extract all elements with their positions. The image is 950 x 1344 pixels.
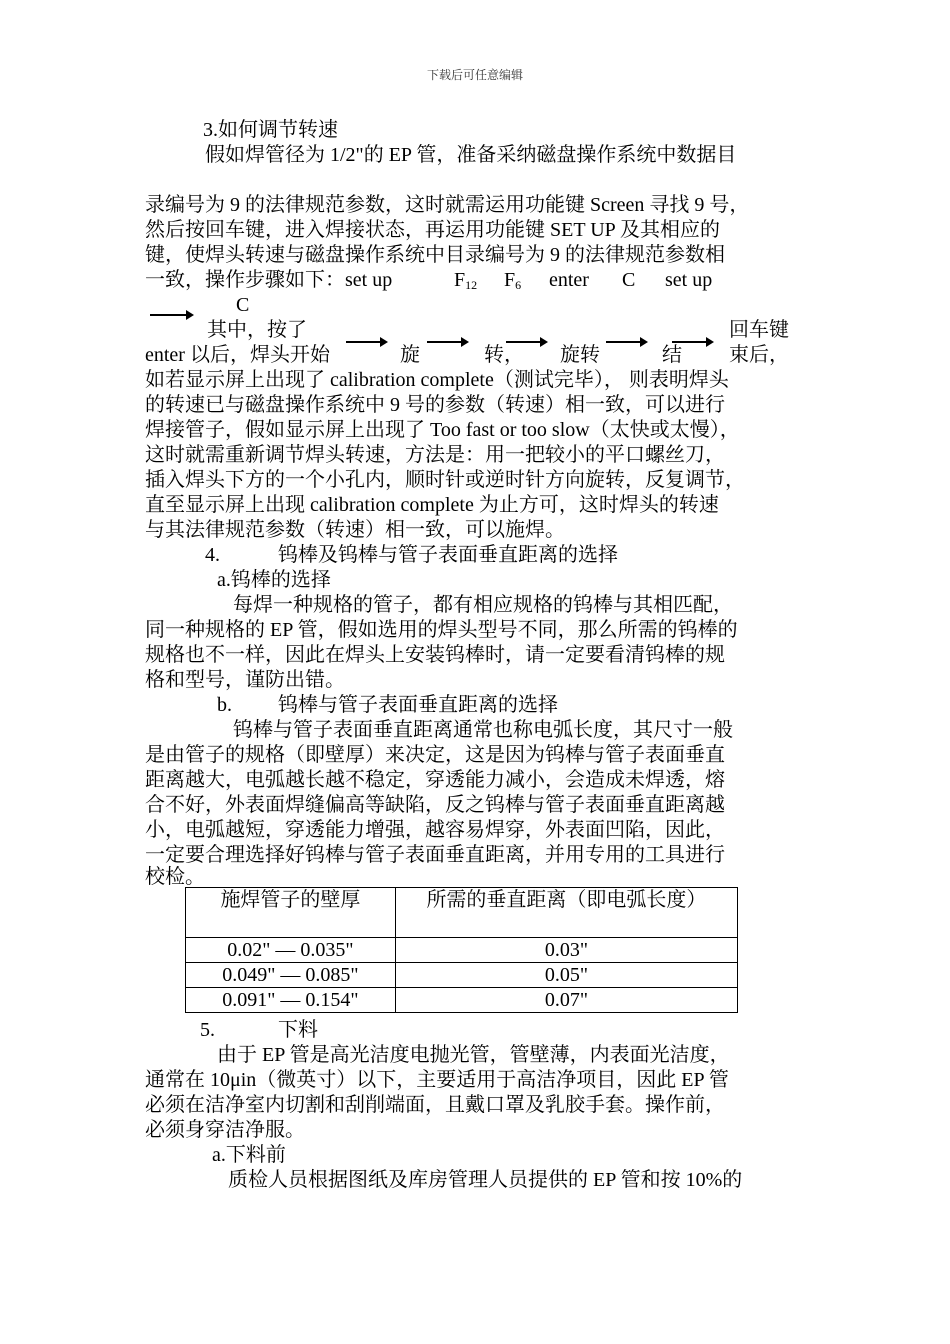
paragraph-line: 规格也不一样，因此在焊头上安装钨棒时，请一定要看清钨棒的规	[145, 644, 725, 666]
paragraph-line: 插入焊头下方的一个小孔内，顺时针或逆时针方向旋转，反复调节，	[145, 469, 745, 491]
paragraph-line: 由于 EP 管是高光洁度电抛光管，管壁薄，内表面光洁度，	[217, 1044, 730, 1066]
step-key-f6: $F_6$	[504, 269, 522, 292]
paragraph-line: 必须在洁净室内切割和刮削端面，且戴口罩及乳胶手套。操作前，	[145, 1094, 725, 1116]
paragraph-line: 距离越大，电弧越长越不稳定，穿透能力减小，会造成未焊透，熔	[145, 769, 725, 791]
arrow-icon	[606, 341, 646, 343]
paragraph-line: 直至显示屏上出现 calibration complete 为止方可，这时焊头的转速	[145, 494, 719, 516]
paragraph-line: 的转速已与磁盘操作系统中 9 号的参数（转速）相一致，可以进行	[145, 394, 725, 416]
paragraph-line: 与其法律规范参数（转速）相一致，可以施焊。	[145, 519, 565, 541]
table-cell: 0.091" — 0.154"	[186, 988, 396, 1013]
table-row	[186, 963, 738, 988]
arc-length-table	[185, 887, 738, 1013]
arrow-icon	[346, 341, 386, 343]
table-cell: 0.05"	[395, 963, 737, 988]
paragraph-line: 一定要合理选择好钨棒与管子表面垂直距离，并用专用的工具进行	[145, 844, 725, 866]
subsection-a-title: a.钨棒的选择	[217, 569, 331, 591]
paragraph-line: 同一种规格的 EP 管，假如选用的焊头型号不同，那么所需的钨棒的	[145, 619, 738, 641]
section-4-number: 4.	[205, 544, 220, 566]
step-key-c: C	[622, 269, 636, 291]
paragraph-line: 是由管子的规格（即壁厚）来决定，这是因为钨棒与管子表面垂直	[145, 744, 725, 766]
section-4-title: 钨棒及钨棒与管子表面垂直距离的选择	[278, 544, 618, 566]
table-cell: 0.03"	[395, 938, 737, 963]
table-row	[186, 938, 738, 963]
paragraph-line: 这时就需重新调节焊头转速，方法是：用一把较小的平口螺丝刀，	[145, 444, 725, 466]
subsection-a-title: a.下料前	[212, 1144, 286, 1166]
step-text-setup: 一致，操作步骤如下：set up	[145, 269, 393, 291]
arrow-icon	[150, 314, 192, 316]
paragraph-line: 其中，按了	[207, 319, 307, 341]
paragraph-line: 回车键	[729, 319, 789, 341]
section-5-number: 5.	[200, 1019, 215, 1041]
paragraph-line: 必须身穿洁净服。	[145, 1119, 305, 1141]
table-cell: 0.07"	[395, 988, 737, 1013]
paragraph-word: 旋转	[560, 344, 600, 366]
table-cell: 0.049" — 0.085"	[186, 963, 396, 988]
table-header-row	[186, 888, 738, 938]
paragraph-line: 假如焊管径为 1/2"的 EP 管，准备采纳磁盘操作系统中数据目	[205, 144, 737, 166]
paragraph-word: 结	[662, 344, 682, 366]
subsection-b-title: 钨棒与管子表面垂直距离的选择	[278, 694, 558, 716]
table-header-cell: 施焊管子的壁厚	[186, 888, 396, 938]
step-key-c-2: C	[236, 294, 250, 316]
paragraph-line: 钨棒与管子表面垂直距离通常也称电弧长度，其尺寸一般	[233, 719, 733, 741]
page-header-note: 下载后可任意编辑	[426, 68, 523, 82]
paragraph-word: 旋	[400, 344, 420, 366]
arrow-icon	[427, 341, 467, 343]
paragraph-line: 质检人员根据图纸及库房管理人员提供的 EP 管和按 10%的	[228, 1169, 743, 1191]
paragraph-word: 束后，	[729, 344, 789, 366]
paragraph-line: 如若显示屏上出现了 calibration complete（测试完毕）， 则表明焊头	[145, 369, 729, 391]
paragraph-line: 每焊一种规格的管子，都有相应规格的钨棒与其相匹配，	[233, 594, 733, 616]
table-row	[186, 988, 738, 1013]
paragraph-line: 焊接管子，假如显示屏上出现了 Too fast or too slow（太快或太慢），	[145, 419, 740, 441]
table-header-cell: 所需的垂直距离（即电弧长度）	[395, 888, 737, 938]
paragraph-line: 小，电弧越短，穿透能力增强，越容易焊穿，外表面凹陷，因此，	[145, 819, 725, 841]
step-text-setup-2: set up	[665, 269, 713, 291]
section-5-title: 下料	[278, 1019, 318, 1041]
step-key-f12: $F_{12}$	[454, 269, 478, 292]
step-key-enter: enter	[549, 269, 589, 291]
paragraph-word: 转，	[484, 344, 524, 366]
paragraph-line: 键，使焊头转速与磁盘操作系统中目录编号为 9 的法律规范参数相	[145, 244, 725, 266]
paragraph-line: 通常在 10μin（微英寸）以下，主要适用于高洁净项目，因此 EP 管	[145, 1069, 729, 1091]
paragraph-line: 合不好，外表面焊缝偏高等缺陷，反之钨棒与管子表面垂直距离越	[145, 794, 725, 816]
paragraph-line: 然后按回车键，进入焊接状态，再运用功能键 SET UP 及其相应的	[145, 219, 721, 241]
table-cell: 0.02" — 0.035"	[186, 938, 396, 963]
paragraph-line: 录编号为 9 的法律规范参数，这时就需运用功能键 Screen 寻找 9 号，	[145, 194, 750, 216]
paragraph-line: 格和型号，谨防出错。	[145, 669, 345, 691]
paragraph-line: 校检。	[145, 866, 205, 888]
section-3-title: 3.如何调节转速	[203, 119, 338, 141]
subsection-b-number: b.	[217, 694, 232, 716]
paragraph-line: enter 以后，焊头开始	[145, 344, 330, 366]
